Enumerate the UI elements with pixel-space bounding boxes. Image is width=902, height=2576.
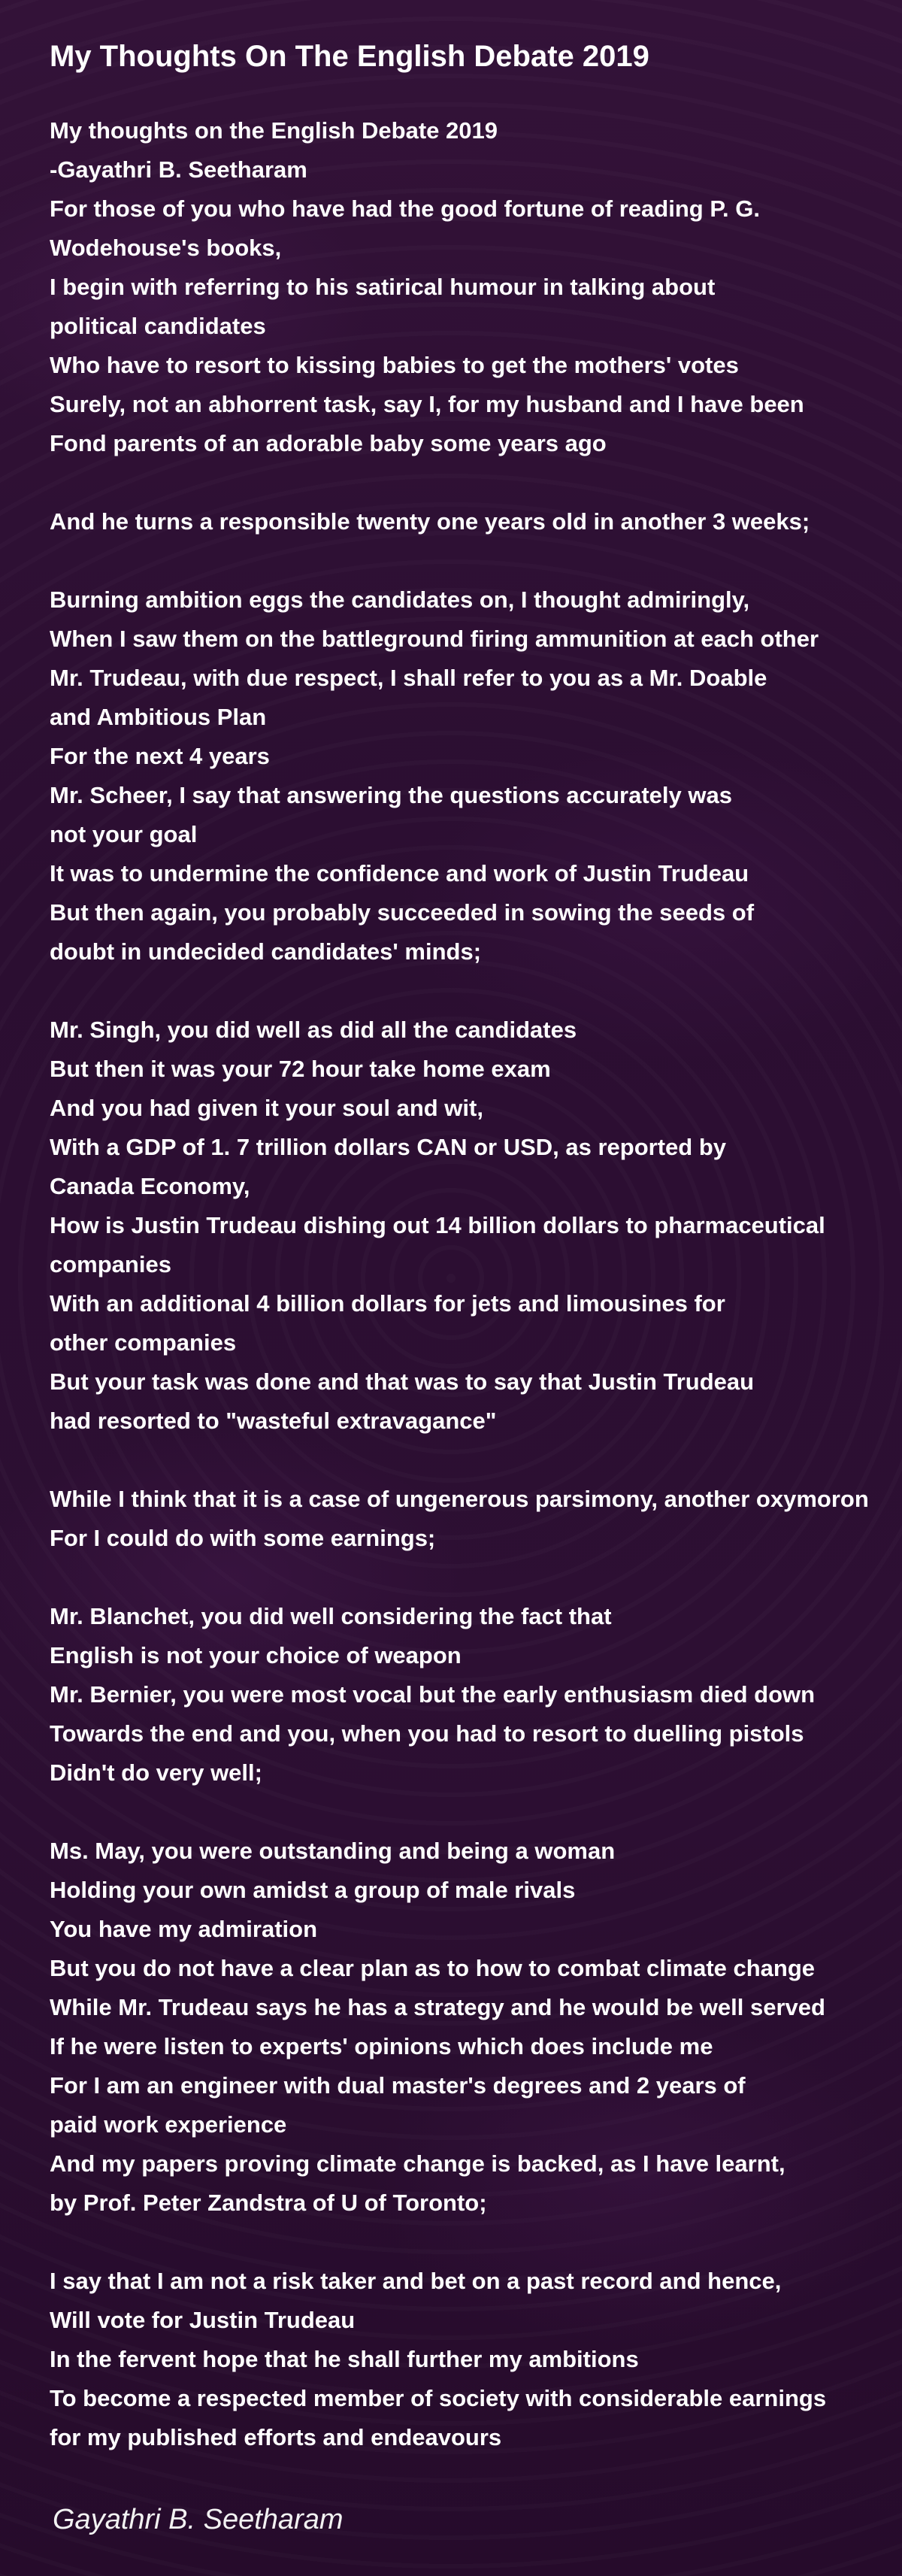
poem-line: English is not your choice of weapon (50, 1642, 462, 1668)
poem-line: by Prof. Peter Zandstra of U of Toronto; (50, 2190, 487, 2216)
poem-line: And he turns a responsible twenty one years old in another 3 weeks; (50, 508, 810, 535)
poem-line: Mr. Trudeau, with due respect, I shall refer to you as a Mr. Doable (50, 665, 767, 691)
poem-line: While Mr. Trudeau says he has a strategy and he would be well served (50, 1994, 825, 2020)
poem-line: Surely, not an abhorrent task, say I, for my husband and I have been (50, 391, 804, 417)
poem-line: -Gayathri B. Seetharam (50, 156, 307, 183)
poem-line: But then again, you probably succeeded in sowing the seeds of (50, 899, 755, 926)
poem-line: Fond parents of an adorable baby some years ago (50, 430, 607, 456)
poem-line: Holding your own amidst a group of male rivals (50, 1877, 576, 1903)
poem-line: Wodehouse's books, (50, 235, 282, 261)
poem-line: In the fervent hope that he shall further my ambitions (50, 2346, 639, 2372)
poem-line: Ms. May, you were outstanding and being a woman (50, 1838, 616, 1864)
poem-line: And my papers proving climate change is backed, as I have learnt, (50, 2150, 785, 2177)
poem-stanza (50, 1480, 902, 1558)
poem-line: not your goal (50, 821, 198, 847)
poem-line: But you do not have a clear plan as to how to combat climate change (50, 1955, 816, 1981)
poem-line: Burning ambition eggs the candidates on, I thought admiringly, (50, 586, 750, 613)
poem-line: political candidates (50, 313, 266, 339)
poem-line: doubt in undecided candidates' minds; (50, 938, 482, 965)
poem-line: companies (50, 1251, 171, 1277)
poem-line: I begin with referring to his satirical humour in talking about (50, 274, 716, 300)
stanza-gap (50, 463, 902, 502)
poem-line: For the next 4 years (50, 743, 270, 769)
poem-line: and Ambitious Plan (50, 704, 267, 730)
poem-line: For I could do with some earnings; (50, 1525, 436, 1551)
poem-line: Will vote for Justin Trudeau (50, 2307, 356, 2333)
poem-line: I say that I am not a risk taker and bet on a past record and hence, (50, 2268, 782, 2294)
poem-line: If he were listen to experts' opinions which does include me (50, 2033, 713, 2059)
stanza-gap (50, 2223, 902, 2262)
poem-line: Canada Economy, (50, 1173, 250, 1199)
poem-line: Mr. Scheer, I say that answering the questions accurately was (50, 782, 732, 808)
poem-line: It was to undermine the confidence and work of Justin Trudeau (50, 860, 749, 886)
poem-line: My thoughts on the English Debate 2019 (50, 117, 498, 144)
poem-line: With a GDP of 1. 7 trillion dollars CAN or USD, as reported by (50, 1134, 727, 1160)
poem-stanza (50, 1597, 902, 1793)
stanza-gap (50, 541, 902, 580)
poem-stanza (50, 502, 902, 541)
poem-line: Who have to resort to kissing babies to get the mothers' votes (50, 352, 739, 378)
stanza-gap (50, 1441, 902, 1480)
poem-line: To become a respected member of society with considerable earnings (50, 2385, 827, 2411)
stanza-gap (50, 1558, 902, 1597)
poem-line: for my published efforts and endeavours (50, 2424, 502, 2450)
poem-stanza (50, 111, 902, 463)
poem-stanza (50, 1011, 902, 1441)
poem-line: Towards the end and you, when you had to resort to duelling pistols (50, 1720, 804, 1747)
poem-line: other companies (50, 1329, 237, 1356)
poem-line: And you had given it your soul and wit, (50, 1095, 483, 1121)
poem-line: For those of you who have had the good fortune of reading P. G. (50, 195, 760, 222)
stanza-gap (50, 971, 902, 1011)
poem-line: How is Justin Trudeau dishing out 14 billion dollars to pharmaceutical (50, 1212, 825, 1238)
poem-line: With an additional 4 billion dollars for jets and limousines for (50, 1290, 725, 1317)
poem-line: But then it was your 72 hour take home exam (50, 1056, 551, 1082)
poem-author-signature: Gayathri B. Seetharam (53, 2504, 344, 2535)
poem-line: While I think that it is a case of ungenerous parsimony, another oxymoron (50, 1486, 869, 1512)
poem-stanza (50, 580, 902, 971)
stanza-gap (50, 1793, 902, 1832)
poem-line: Didn't do very well; (50, 1759, 262, 1786)
poem-line: Mr. Blanchet, you did well considering the fact that (50, 1603, 612, 1629)
poem-stanza (50, 2262, 902, 2457)
poem-title: My Thoughts On The English Debate 2019 (50, 40, 649, 73)
poem-line: Mr. Bernier, you were most vocal but the early enthusiasm died down (50, 1681, 816, 1708)
poem-line: For I am an engineer with dual master's degrees and 2 years of (50, 2072, 746, 2099)
poem-line: had resorted to "wasteful extravagance" (50, 1408, 497, 1434)
poem-line: When I saw them on the battleground firing ammunition at each other (50, 626, 819, 652)
poem-stanza (50, 1832, 902, 2223)
poem-line: But your task was done and that was to say that Justin Trudeau (50, 1368, 755, 1395)
poem-line: Mr. Singh, you did well as did all the candidates (50, 1017, 577, 1043)
poem-body (50, 111, 902, 2457)
poem-line: paid work experience (50, 2111, 287, 2138)
poem-line: You have my admiration (50, 1916, 318, 1942)
